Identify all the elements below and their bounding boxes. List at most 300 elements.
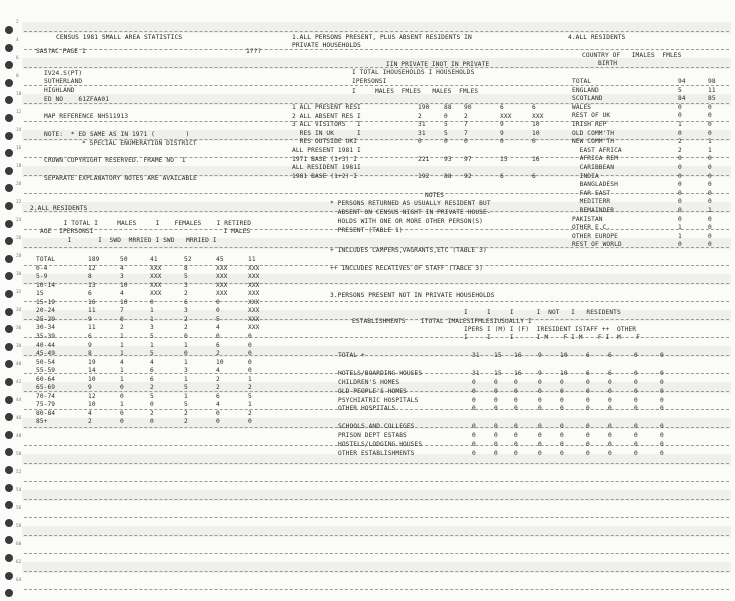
table2-cell: 0 [120, 384, 124, 392]
table2-cell: 9 [88, 384, 92, 392]
table4-males: 0 [678, 181, 682, 189]
dash-rule [24, 85, 729, 86]
table2-cell: 10 [216, 358, 224, 366]
table3-cell: 6 [608, 370, 612, 377]
table1-row-label: RES IN UK I [292, 129, 361, 137]
table2-cell: 0 [120, 315, 124, 323]
line-number: 26 [16, 236, 22, 241]
table2-cell: 5 [184, 401, 188, 409]
table3-cell: 0 [514, 450, 518, 457]
table2-cell: 1 [120, 367, 124, 375]
table2-cell: XXX [150, 290, 162, 298]
table2-cell: XXX [248, 315, 260, 323]
line-number: 64 [16, 578, 22, 583]
table4-females: 1 [708, 138, 712, 146]
table4-row-label: OLD COMM'TH [572, 129, 615, 137]
table3-cell: 0 [494, 432, 498, 439]
table2-cell: 5 [248, 392, 252, 400]
table1-title-line2: PRIVATE HOUSEHOLDS [292, 42, 361, 49]
table2-cell: 1 [120, 401, 124, 409]
tractor-hole [5, 360, 13, 368]
table2-cell: XXX [248, 290, 260, 298]
table1-cell: 5 [444, 129, 448, 137]
table2-cell: 4 [120, 358, 124, 366]
table3-row-label: PSYCHIATRIC HOSPITALS [338, 397, 419, 404]
table4-males: 2 [678, 138, 682, 146]
tractor-hole [5, 26, 13, 34]
table3-cell: 0 [586, 379, 590, 386]
table3-cell: 0 [560, 397, 564, 404]
dash-rule [24, 517, 729, 518]
table3-cell: 0 [634, 397, 638, 404]
table3-title: 3.PERSONS PRESENT NOT IN PRIVATE HOUSEHOLDS [330, 292, 495, 299]
table3-cell: 0 [586, 423, 590, 430]
dash-rule [24, 463, 729, 464]
table3-cell: 0 [538, 432, 542, 439]
table3-cell: 0 [472, 388, 476, 395]
dash-rule [24, 103, 729, 104]
table4-females: 0 [708, 215, 712, 223]
table2-cell: 5 [150, 332, 154, 340]
line-number: 6 [16, 56, 19, 61]
line-number: 24 [16, 218, 22, 223]
table2-cell: 9 [88, 315, 92, 323]
table3-cell: 16 [514, 370, 522, 377]
dash-rule [24, 553, 729, 554]
table1-header-1: IIN PRIVATE INOT IN PRIVATE [386, 61, 490, 68]
table2-cell: 5 [184, 273, 188, 281]
table2-age: 60-64 [36, 375, 56, 383]
table1-header-3: IPERSONSI [352, 78, 387, 85]
table3-cell: 0 [472, 423, 476, 430]
table2-cell: 1 [248, 401, 252, 409]
table4-males: 0 [678, 215, 682, 223]
table4-females: 11 [708, 86, 716, 94]
area-ed: ED NO 61ZFAA01 [44, 96, 110, 103]
table3-cell: 0 [494, 405, 498, 412]
table3-cell: 0 [538, 397, 542, 404]
table3-cell: 0 [586, 432, 590, 439]
table1-cell: 31 [418, 129, 426, 137]
table3-header-4: I I I I M F I M F I M F [464, 334, 640, 341]
table2-cell: 2 [184, 409, 188, 417]
table4-row-label: WALES [572, 103, 592, 111]
line-number: 42 [16, 380, 22, 385]
table3-cell: 0 [538, 441, 542, 448]
table1-cell: 0 [418, 138, 422, 146]
table3-row-label: HOTELS/BOARDING HOUSES [338, 370, 423, 377]
table2-age: 20-24 [36, 307, 56, 315]
table2-cell: 8 [184, 264, 188, 272]
table4-males: 0 [678, 155, 682, 163]
table2-cell: XXX [216, 281, 228, 289]
table3-cell: 6 [586, 352, 590, 359]
table3-cell: 31 [472, 352, 480, 359]
table2-cell: 12 [88, 264, 96, 272]
table1-cell: 10 [532, 129, 540, 137]
table4-females: 0 [708, 198, 712, 206]
table2-cell: 0 [248, 367, 252, 375]
table4-females: 0 [708, 181, 712, 189]
table2-cell: 1 [120, 332, 124, 340]
table2-cell: 0 [248, 332, 252, 340]
table3-cell: 0 [494, 450, 498, 457]
table4-females: 0 [708, 189, 712, 197]
tractor-hole [5, 484, 13, 492]
table2-cell: XXX [248, 307, 260, 315]
table4-males: 0 [678, 207, 682, 214]
table3-cell: 0 [660, 397, 664, 404]
table2-cell: 5 [150, 350, 154, 358]
table4-males: 0 [678, 189, 682, 197]
line-number: 2 [16, 20, 19, 25]
table2-cell: 6 [216, 341, 220, 349]
table2-cell: 0 [120, 409, 124, 417]
table3-cell: 0 [634, 450, 638, 457]
line-number: 46 [16, 416, 22, 421]
table2-cell: 0 [150, 418, 154, 426]
map-reference: MAP REFERENCE NH511913 [44, 113, 129, 120]
table2-cell: 10 [120, 281, 128, 289]
table3-cell: 0 [634, 370, 638, 377]
line-number: 8 [16, 74, 19, 79]
table4-females: 0 [708, 112, 712, 120]
tractor-hole [5, 448, 13, 456]
note-ed-same: NOTE: * ED SAME AS IN 1971 ( ) [44, 131, 190, 138]
table4-row-label: MEDITERR [572, 198, 611, 206]
table4-row-label: BANGLADESH [572, 181, 618, 189]
dash-rule [24, 193, 729, 194]
table2-cell: 2 [184, 315, 188, 323]
table1-cell: 7 [464, 129, 468, 137]
table4-row-label: FAR EAST [572, 189, 611, 197]
table1-cell: 10 [532, 121, 540, 129]
table4-females: 0 [708, 129, 712, 137]
table2-cell: XXX [150, 281, 162, 289]
table2-cell: 0 [184, 350, 188, 358]
table2-cell: 12 [88, 392, 96, 400]
table2-cell: 189 [88, 256, 100, 263]
table3-cell: 6 [586, 370, 590, 377]
table3-cell: 16 [514, 352, 522, 359]
table1-cell: 31 [418, 121, 426, 129]
table1-cell: 97 [464, 155, 472, 163]
table4-row-label: REST OF UK [572, 112, 611, 120]
table3-row-label: TOTAL + [338, 352, 365, 359]
table4-males: 0 [678, 129, 682, 137]
table2-cell: 0 [184, 332, 188, 340]
table3-cell: 0 [560, 432, 564, 439]
table3-cell: 0 [608, 388, 612, 395]
table4-row-label: OTHER E.C. [572, 224, 611, 232]
table2-cell: 4 [150, 358, 154, 366]
page-label: SAS?AC PAGE 1 [36, 48, 86, 55]
tractor-hole [5, 167, 13, 175]
table3-cell: 0 [660, 388, 664, 395]
table4-row-label: REST OF WORLD [572, 241, 622, 249]
table1-cell: 2 [418, 112, 422, 120]
table4-header-2: BIRTH [598, 60, 618, 67]
table2-cell: 4 [88, 409, 92, 417]
table1-cell: 5 [444, 121, 448, 129]
table2-cell: 4 [216, 401, 220, 409]
table2-cell: 2 [248, 409, 252, 417]
table4-females: 0 [708, 103, 712, 111]
table2-cell: 52 [184, 256, 192, 263]
year-label: 1??? [246, 48, 262, 55]
table1-cell: 221 [418, 155, 430, 163]
table2-age: 30-34 [36, 324, 56, 332]
table2-cell: 0 [216, 418, 220, 426]
note-line: ++ INCLUDES RELATIVES OF STAFF (TABLE 3) [330, 265, 484, 272]
table2-cell: 9 [88, 341, 92, 349]
table3-cell: 31 [472, 370, 480, 377]
table3-cell: 0 [494, 388, 498, 395]
table1-cell: 0 [444, 138, 448, 146]
table4-row-label: OTHER EUROPE [572, 232, 618, 240]
table2-cell: 3 [150, 324, 154, 332]
table4-males: 2 [678, 146, 682, 154]
note-line: HOLDS WITH ONE OR MORE OTHER PERSON(S) [330, 218, 484, 225]
tractor-hole [5, 554, 13, 562]
note-line: PRESENT (TABLE 1) [330, 227, 403, 234]
line-number: 12 [16, 110, 22, 115]
note-line: ABSENT ON CENSUS NIGHT IN PRIVATE HOUSE- [330, 209, 491, 216]
tractor-hole [5, 519, 13, 527]
table2-age: 10-14 [36, 281, 56, 289]
table2-cell: 0 [248, 341, 252, 349]
table2-cell: 1 [150, 315, 154, 323]
table3-cell: 15 [494, 370, 502, 377]
line-number: 44 [16, 398, 22, 403]
line-number: 28 [16, 254, 22, 259]
table3-cell: 0 [634, 379, 638, 386]
table2-cell: 0 [248, 418, 252, 426]
table2-cell: 11 [248, 256, 256, 263]
table2-age: 80-84 [36, 409, 56, 417]
table1-cell: 2 [464, 112, 468, 120]
table2-age: 50-54 [36, 358, 56, 366]
table3-cell: 0 [660, 405, 664, 412]
table2-cell: 0 [216, 307, 220, 315]
table2-cell: XXX [216, 264, 228, 272]
table2-age: 35-39 [36, 332, 56, 340]
table4-females: 98 [708, 78, 716, 85]
table3-cell: 0 [608, 432, 612, 439]
table2-cell: 1 [184, 358, 188, 366]
table2-cell: 2 [216, 350, 220, 358]
line-number: 38 [16, 344, 22, 349]
table3-cell: 0 [634, 352, 638, 359]
table2-cell: 10 [120, 298, 128, 306]
tractor-hole [5, 536, 13, 544]
table4-row-label: ENGLAND [572, 86, 599, 94]
table2-header-3: I I SWD MRRIED I SWD MRRIED I [56, 237, 217, 244]
table4-males: 0 [678, 241, 682, 249]
table4-females: 0 [708, 224, 712, 232]
table2-cell: 10 [88, 401, 96, 409]
table2-cell: 0 [248, 358, 252, 366]
table3-cell: 0 [494, 441, 498, 448]
table3-cell: 0 [560, 441, 564, 448]
table4-females: 0 [708, 241, 712, 249]
dash-rule [24, 589, 729, 590]
table2-cell: 2 [150, 409, 154, 417]
table4-row-label: IRISH REP [572, 121, 607, 128]
table2-age: 15-19 [36, 298, 56, 306]
table1-cell: 190 [418, 104, 430, 111]
table3-cell: 0 [472, 450, 476, 457]
table1-cell: 0 [532, 138, 536, 146]
table2-cell: 1 [120, 375, 124, 383]
tractor-hole [5, 343, 13, 351]
table1-cell: 6 [532, 172, 536, 180]
tractor-hole [5, 466, 13, 474]
table3-row-label: OLD PEOPLE'S HOMES [338, 388, 407, 395]
table2-age: 45-49 [36, 350, 56, 358]
table3-cell: 6 [608, 352, 612, 359]
line-number: 32 [16, 290, 22, 295]
table3-row-label: PRISON DEPT ESTABS [338, 432, 407, 439]
dash-rule [24, 301, 729, 302]
table4-males: 1 [678, 121, 682, 128]
tractor-hole [5, 149, 13, 157]
table3-cell: 0 [472, 379, 476, 386]
table1-cell: 6 [500, 104, 504, 111]
table3-cell: 0 [514, 379, 518, 386]
table2-cell: XXX [150, 273, 162, 281]
table2-cell: XXX [150, 264, 162, 272]
tractor-hole [5, 290, 13, 298]
report-title: CENSUS 1981 SMALL AREA STATISTICS [56, 34, 183, 41]
table1-row-label: RES OUTSIDE UKI [292, 138, 358, 146]
tractor-hole [5, 501, 13, 509]
table3-row-label: CHILDREN'S HOMES [338, 379, 400, 386]
table3-cell: 0 [560, 423, 564, 430]
tractor-hole [5, 272, 13, 280]
table2-cell: XXX [248, 298, 260, 306]
table4-males: 0 [678, 112, 682, 120]
table4-males: 0 [678, 103, 682, 111]
dash-rule [24, 49, 729, 50]
table2-cell: 0 [248, 350, 252, 358]
table3-row-label: OTHER ESTABLISHMENTS [338, 450, 415, 457]
table3-cell: 0 [660, 352, 664, 359]
table2-cell: 4 [216, 367, 220, 375]
table3-cell: 0 [472, 397, 476, 404]
table3-row-label: SCHOOLS AND COLLEGES [338, 423, 415, 430]
table1-cell: 6 [500, 172, 504, 180]
line-number: 30 [16, 272, 22, 277]
table3-cell: 0 [660, 379, 664, 386]
table3-cell: 0 [494, 397, 498, 404]
table3-cell: 0 [514, 441, 518, 448]
table1-cell: 93 [444, 155, 452, 163]
table1-cell: 88 [444, 104, 452, 111]
table3-cell: 0 [660, 423, 664, 430]
table2-cell: 2 [248, 384, 252, 392]
table2-cell: 4 [216, 324, 220, 332]
area-county: SUTHERLAND [44, 78, 83, 85]
table2-age: 15 [36, 290, 44, 298]
table2-cell: 2 [184, 324, 188, 332]
table3-header-3: IPERS I (M) I (F) IRESIDENT ISTAFF ++ OTHER [464, 326, 637, 333]
table3-cell: 0 [660, 370, 664, 377]
table2-age: 55-59 [36, 367, 56, 375]
table2-cell: 7 [120, 307, 124, 315]
table4-row-label: NEW COMM'TH [572, 138, 615, 146]
table1-cell: 16 [532, 155, 540, 163]
table2-cell: 11 [88, 307, 96, 315]
line-number: 16 [16, 146, 22, 151]
table4-males: 94 [678, 78, 686, 85]
table1-row-label: 1981 BASE (1+2) I [292, 172, 358, 180]
table2-cell: 45 [216, 256, 224, 263]
table3-cell: 9 [538, 352, 542, 359]
dash-rule [24, 31, 729, 32]
note-special-ed: * SPECIAL ENUMERATION DISTRICT [82, 140, 197, 147]
line-number: 54 [16, 488, 22, 493]
table3-cell: 10 [560, 352, 568, 359]
dash-rule [24, 283, 729, 284]
table2-cell: 0 [120, 392, 124, 400]
table1-cell: 9 [500, 121, 504, 129]
table1-cell: XXX [532, 112, 544, 120]
table4-males: 0 [678, 198, 682, 206]
table2-cell: 6 [216, 392, 220, 400]
tractor-hole [5, 96, 13, 104]
table4-row-label: SCOTLAND [572, 95, 603, 103]
tractor-hole [5, 61, 13, 69]
table2-cell: 0 [120, 418, 124, 426]
table3-cell: 0 [634, 441, 638, 448]
table2-cell: 1 [120, 350, 124, 358]
table4-females: 0 [708, 164, 712, 171]
table4-row-label: EAST AFRICA [572, 146, 622, 154]
table2-cell: XXX [248, 324, 260, 332]
table3-cell: 10 [560, 370, 568, 377]
table2-cell: 3 [184, 281, 188, 289]
table3-cell: 0 [608, 441, 612, 448]
line-number: 50 [16, 452, 22, 457]
table1-header-2: I TOTAL IHOUSEHOLDS I HOUSEHOLDS [352, 69, 475, 76]
dash-rule [24, 571, 729, 572]
table2-cell: 1 [184, 341, 188, 349]
table2-cell: 50 [120, 256, 128, 263]
notes-title: NOTES [425, 192, 445, 199]
table1-cell: 9 [500, 129, 504, 137]
line-number: 14 [16, 128, 22, 133]
table2-cell: XXX [248, 273, 260, 281]
tractor-hole [5, 79, 13, 87]
line-number: 20 [16, 182, 22, 187]
table2-cell: 0 [216, 332, 220, 340]
table4-females: 0 [708, 172, 712, 180]
note-line: + INCLUDES CAMPERS,VAGRANTS,ETC (TABLE 3) [330, 247, 487, 254]
table3-cell: 0 [586, 397, 590, 404]
table3-cell: 0 [660, 450, 664, 457]
table2-age: TOTAL [36, 256, 56, 263]
table3-cell: 0 [608, 405, 612, 412]
tractor-hole [5, 237, 13, 245]
table1-row-label: 3 ALL VISITORS I [292, 121, 361, 129]
table1-cell: 15 [500, 155, 508, 163]
table4-males: 0 [678, 172, 682, 180]
table2-cell: 2 [184, 290, 188, 298]
dash-rule [24, 67, 729, 68]
table3-cell: 0 [608, 397, 612, 404]
table4-females: 1 [708, 207, 712, 214]
